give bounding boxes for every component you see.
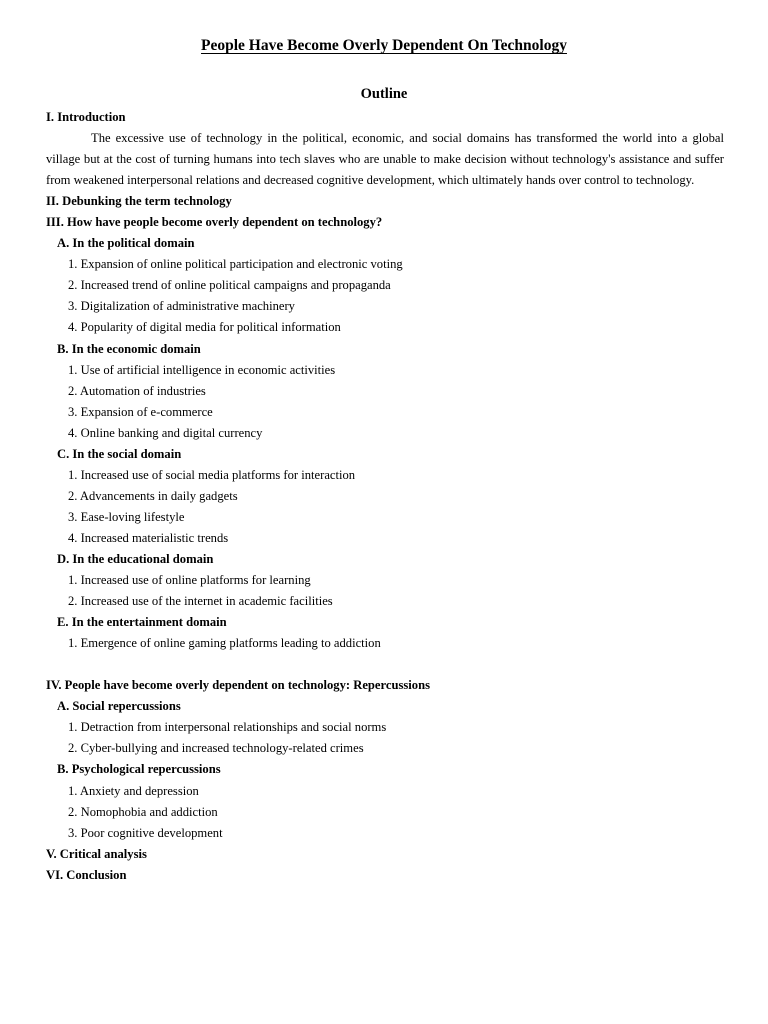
list-item: 1. Increased use of online platforms for learning — [68, 573, 311, 588]
list-item: 2. Cyber-bullying and increased technology-related crimes — [68, 741, 364, 756]
section-heading-introduction: I. Introduction — [46, 110, 126, 124]
list-item: 4. Increased materialistic trends — [68, 530, 229, 545]
outline-heading: Outline — [360, 86, 408, 102]
subsection-heading-political: A. In the political domain — [57, 236, 195, 251]
list-item: 2. Automation of industries — [68, 383, 206, 398]
subsection-heading-social-repercussions: A. Social repercussions — [57, 699, 181, 714]
list-item: 1. Increased use of social media platforms for interaction — [68, 467, 356, 482]
list-item: 4. Popularity of digital media for political information — [68, 320, 341, 335]
subsection-heading-economic: B. In the economic domain — [57, 341, 201, 356]
list-item: 2. Nomophobia and addiction — [68, 804, 218, 819]
list-item: 2. Advancements in daily gadgets — [68, 488, 238, 503]
blank-line — [46, 654, 724, 675]
list-item: 1. Detraction from interpersonal relationships and social norms — [68, 720, 387, 735]
list-item: 3. Ease-loving lifestyle — [68, 509, 185, 524]
subsection-heading-social: C. In the social domain — [57, 446, 182, 461]
subsection-heading-educational: D. In the educational domain — [57, 551, 214, 566]
list-item: 3. Poor cognitive development — [68, 825, 223, 840]
section-heading-dependence: III. How have people become overly dependent on technology? — [46, 215, 383, 230]
list-item: 2. Increased use of the internet in academic facilities — [68, 594, 333, 609]
list-item: 3. Digitalization of administrative machinery — [68, 299, 295, 314]
list-item: 1. Anxiety and depression — [68, 783, 199, 798]
list-item: 1. Expansion of online political participation and electronic voting — [68, 257, 403, 272]
list-item: 1. Use of artificial intelligence in economic activities — [68, 362, 336, 377]
section-heading-repercussions: IV. People have become overly dependent on technology: Repercussions — [46, 678, 430, 693]
introduction-paragraph: The excessive use of technology in the political, economic, and social domains has transformed the world into a global village but at the cost of turning humans into tech slaves who are unable to make decision without technology's assistance and suffer from weakened interpersonal relations and decreased cognitive development, which ultimately hands over control to technology. — [46, 131, 724, 188]
list-item: 3. Expansion of e-commerce — [68, 404, 213, 419]
document-title: People Have Become Overly Dependent On Technology — [201, 37, 567, 54]
section-heading-critical-analysis: V. Critical analysis — [46, 846, 147, 861]
list-item: 1. Emergence of online gaming platforms leading to addiction — [68, 636, 381, 651]
list-item: 2. Increased trend of online political campaigns and propaganda — [68, 278, 391, 293]
list-item: 4. Online banking and digital currency — [68, 425, 263, 440]
subsection-heading-entertainment: E. In the entertainment domain — [57, 615, 227, 630]
outline-body — [46, 107, 724, 886]
section-heading-debunking: II. Debunking the term technology — [46, 194, 232, 209]
subsection-heading-psychological-repercussions: B. Psychological repercussions — [57, 762, 221, 777]
section-heading-conclusion: VI. Conclusion — [46, 867, 127, 882]
